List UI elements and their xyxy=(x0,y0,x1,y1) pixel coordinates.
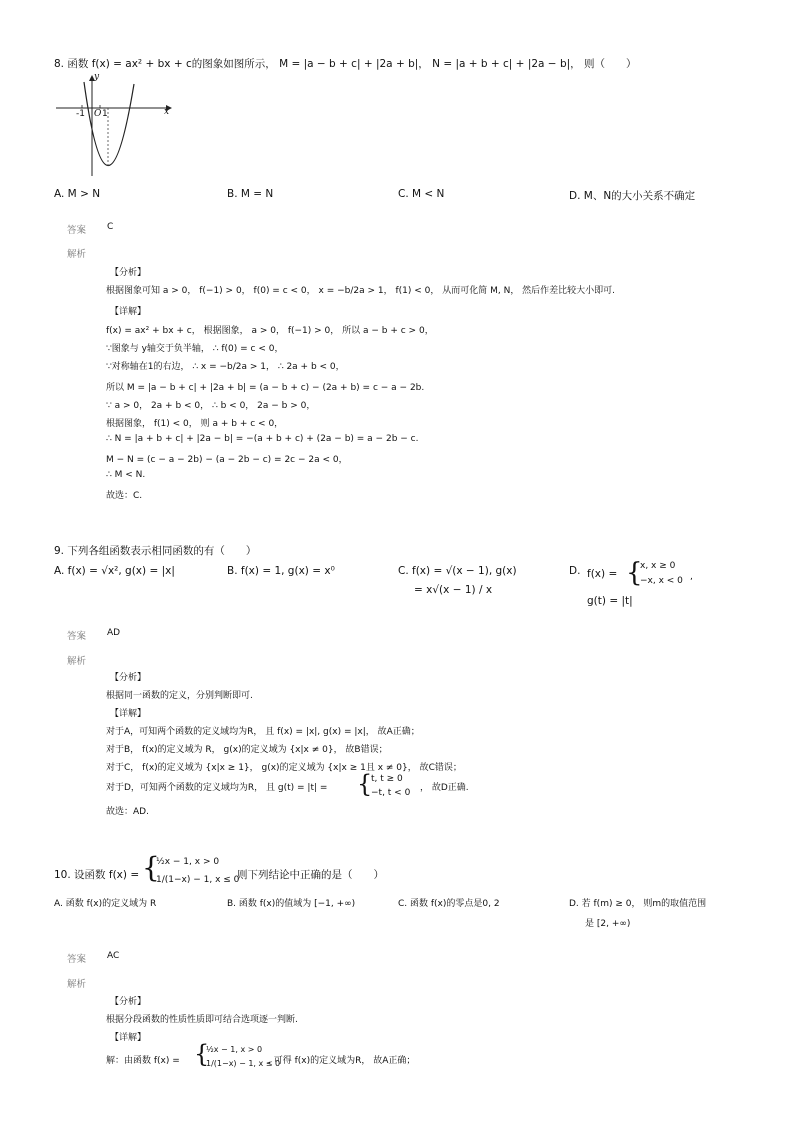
q9-option-c-line1: C. f(x) = √(x − 1), g(x) xyxy=(398,565,517,577)
q8-option-d: D. M、N的大小关系不确定 xyxy=(569,190,696,202)
q10-solution-case1: ½x − 1, x > 0 xyxy=(206,1045,263,1054)
q10-solution-line-pre: 解：由函数 f(x) = xyxy=(106,1056,180,1066)
q9-conclusion: 故选：AD. xyxy=(106,807,149,817)
q10-stem-case1: ½x − 1, x > 0 xyxy=(156,857,220,867)
q8-fenxi-text: 根据图象可知 a > 0， f(−1) > 0， f(0) = c < 0， x = −b/2a > 1， f(1) < 0， 从而可化简 M, N， 然后作差比较大小即可. xyxy=(106,286,616,296)
q9-option-d-case1: x, x ≥ 0 xyxy=(640,561,676,571)
q8-graph-x-label: x xyxy=(164,107,170,117)
q9-solution-line: 对于B， f(x)的定义域为 R， g(x)的定义域为 {x|x ≠ 0}， 故B错误； xyxy=(106,745,388,755)
q10-answer-label: 答案 xyxy=(67,954,87,965)
q10-option-d-line1: D. 若 f(m) ≥ 0， 则m的取值范围 xyxy=(569,899,707,909)
q8-solution-line: ∴ N = |a + b + c| + |2a − b| = −(a + b + c) + (2a − b) = a − 2b − c. xyxy=(106,434,419,444)
q9-line-d-post: ， 故D正确. xyxy=(420,783,469,793)
q10-option-c: C. 函数 f(x)的零点是0, 2 xyxy=(398,899,500,909)
q10-solution-line-post: , 可得 f(x)的定义域为R， 故A正确； xyxy=(268,1056,416,1066)
q9-line-d-brace: { xyxy=(357,770,373,798)
q8-stem: 8. 函数 f(x) = ax² + bx + c的图象如图所示， M = |a − b + c| + |2a + b|， N = |a + b + c| + |2a − b|， 则（ ） xyxy=(54,58,637,70)
q9-fenxi-heading: 【分析】 xyxy=(110,673,147,683)
q9-answer-label: 答案 xyxy=(67,631,87,642)
q9-solution-line-d: 对于D，可知两个函数的定义域均为R， 且 g(t) = |t| = xyxy=(106,783,328,793)
q8-answer: C xyxy=(107,222,114,232)
q9-fenxi-text: 根据同一函数的定义，分别判断即可. xyxy=(106,691,253,701)
q9-line-d-case2: −t, t < 0 xyxy=(371,788,411,798)
q9-line-d-case1: t, t ≥ 0 xyxy=(371,774,403,784)
q9-option-d-comma: , xyxy=(690,572,693,582)
q10-answer: AC xyxy=(107,951,120,961)
q8-option-b: B. M = N xyxy=(227,188,274,200)
q8-solution-line: ∵ a > 0， 2a + b < 0， ∴ b < 0， 2a − b > 0， xyxy=(106,401,316,411)
q8-xiangjie-heading: 【详解】 xyxy=(110,307,147,317)
q8-graph-origin-label: O xyxy=(94,109,102,119)
q10-stem-post: 则下列结论中正确的是（ ） xyxy=(237,869,384,881)
q9-stem: 9. 下列各组函数表示相同函数的有（ ） xyxy=(54,545,257,557)
q10-option-d-line2: 是 [2, +∞) xyxy=(585,919,631,929)
q8-graph-neg1-label: -1 xyxy=(76,109,85,119)
q8-option-c: C. M < N xyxy=(398,188,445,200)
q10-solution-brace: { xyxy=(194,1040,210,1068)
q10-fenxi-text: 根据分段函数的性质性质即可结合选项逐一判断. xyxy=(106,1015,298,1025)
q9-solution-line: 对于A，可知两个函数的定义域均为R， 且 f(x) = |x|, g(x) = |x|， 故A正确； xyxy=(106,727,420,737)
q8-solution-line: 根据图象， f(1) < 0， 则 a + b + c < 0， xyxy=(106,419,284,429)
q10-fenxi-heading: 【分析】 xyxy=(110,997,147,1007)
q8-solution-line: ∴ M < N. xyxy=(106,470,146,480)
q8-fenxi-heading: 【分析】 xyxy=(110,268,147,278)
q9-xiangjie-heading: 【详解】 xyxy=(110,709,147,719)
q8-analysis-label: 解析 xyxy=(67,249,87,260)
q8-solution-line: ∵对称轴在1的右边， ∴ x = −b/2a > 1， ∴ 2a + b < 0， xyxy=(106,362,345,372)
q9-option-c-line2: = x√(x − 1) / x xyxy=(414,584,493,596)
q8-parabola-graph xyxy=(54,72,178,182)
q9-answer: AD xyxy=(107,628,121,638)
q10-stem-pre: 10. 设函数 f(x) = xyxy=(54,869,140,881)
q10-analysis-label: 解析 xyxy=(67,979,87,990)
q8-option-a: A. M > N xyxy=(54,188,101,200)
q10-option-a: A. 函数 f(x)的定义域为 R xyxy=(54,899,157,909)
q8-solution-line: M − N = (c − a − 2b) − (a − 2b − c) = 2c − 2a < 0， xyxy=(106,455,348,465)
q9-option-d-label: D. xyxy=(569,565,581,577)
q8-answer-label: 答案 xyxy=(67,225,87,236)
q8-solution-line: ∵图象与 y轴交于负半轴， ∴ f(0) = c < 0， xyxy=(106,344,284,354)
q10-stem-case2: 1/(1−x) − 1, x ≤ 0 xyxy=(156,875,240,885)
q10-stem-brace: { xyxy=(142,851,160,884)
q10-xiangjie-heading: 【详解】 xyxy=(110,1033,147,1043)
q9-option-a: A. f(x) = √x², g(x) = |x| xyxy=(54,565,175,577)
q10-solution-case2: 1/(1−x) − 1, x ≤ 0 xyxy=(206,1059,281,1068)
q9-option-d-brace: { xyxy=(626,558,643,588)
q9-solution-line: 对于C， f(x)的定义域为 {x|x ≥ 1}， g(x)的定义域为 {x|x ≥ 1且 x ≠ 0}， 故C错误； xyxy=(106,763,462,773)
q9-option-d-g: g(t) = |t| xyxy=(587,595,633,607)
q10-option-b: B. 函数 f(x)的值域为 [−1, +∞) xyxy=(227,899,356,909)
q8-solution-line: f(x) = ax² + bx + c， 根据图象， a > 0， f(−1) > 0， 所以 a − b + c > 0， xyxy=(106,326,434,336)
q9-option-d-case2: −x, x < 0 xyxy=(640,576,683,586)
q9-option-d-f: f(x) = xyxy=(587,568,618,580)
q9-analysis-label: 解析 xyxy=(67,656,87,667)
q8-conclusion: 故选：C. xyxy=(106,491,143,501)
q8-solution-line: 所以 M = |a − b + c| + |2a + b| = (a − b + c) − (2a + b) = c − a − 2b. xyxy=(106,383,425,393)
q8-graph-one-label: 1 xyxy=(102,109,108,119)
q8-graph-y-label: y xyxy=(94,72,100,82)
q9-option-b: B. f(x) = 1, g(x) = x⁰ xyxy=(227,565,335,577)
